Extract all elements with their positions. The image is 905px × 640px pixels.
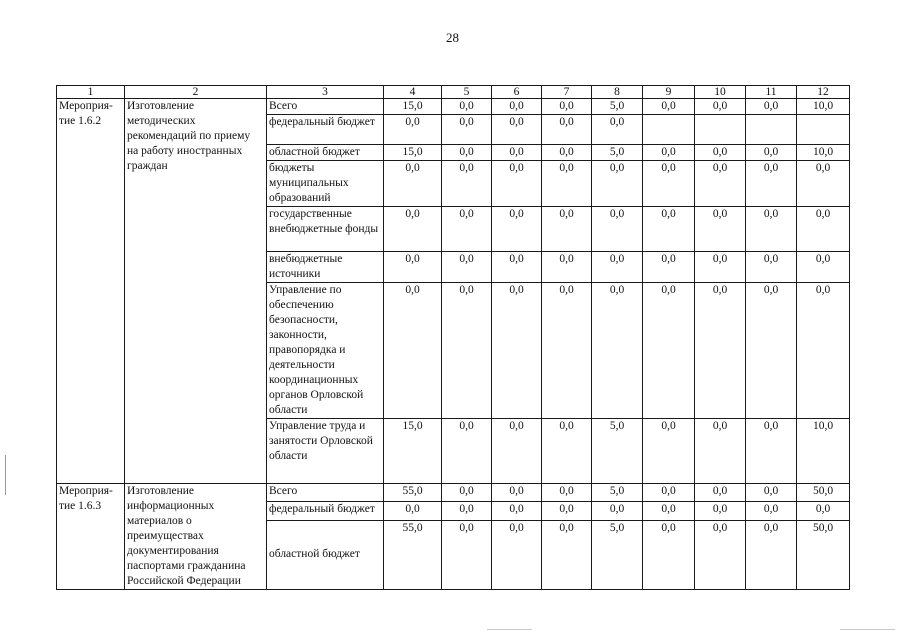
amount-cell: 0,0 <box>797 252 850 283</box>
amount-cell: 0,0 <box>643 520 695 589</box>
amount-cell: 0,0 <box>643 99 695 115</box>
funding-source-cell: бюджеты муниципальных образований <box>267 161 384 207</box>
amount-cell: 0,0 <box>643 502 695 520</box>
amount-cell: 0,0 <box>542 207 592 252</box>
column-header: 8 <box>592 86 643 99</box>
amount-cell: 0,0 <box>384 283 442 419</box>
amount-cell: 0,0 <box>797 161 850 207</box>
amount-cell: 0,0 <box>746 502 797 520</box>
column-header: 4 <box>384 86 442 99</box>
column-header: 1 <box>57 86 125 99</box>
amount-cell: 50,0 <box>797 484 850 502</box>
amount-cell: 0,0 <box>442 161 492 207</box>
funding-source-cell: федеральный бюджет <box>267 115 384 145</box>
funding-source-cell: областной бюджет <box>267 520 384 589</box>
amount-cell <box>695 115 746 145</box>
amount-cell: 0,0 <box>442 520 492 589</box>
amount-cell: 0,0 <box>746 99 797 115</box>
amount-cell: 10,0 <box>797 99 850 115</box>
event-code-cell: Мероприя-тие 1.6.2 <box>57 99 125 484</box>
amount-cell: 0,0 <box>695 161 746 207</box>
column-header: 5 <box>442 86 492 99</box>
amount-cell: 5,0 <box>592 419 643 484</box>
amount-cell: 0,0 <box>592 161 643 207</box>
amount-cell: 0,0 <box>695 145 746 161</box>
amount-cell: 0,0 <box>695 283 746 419</box>
amount-cell: 0,0 <box>592 283 643 419</box>
amount-cell: 0,0 <box>542 99 592 115</box>
amount-cell: 0,0 <box>592 207 643 252</box>
amount-cell: 55,0 <box>384 520 442 589</box>
amount-cell: 0,0 <box>797 502 850 520</box>
amount-cell: 0,0 <box>746 252 797 283</box>
amount-cell: 0,0 <box>643 252 695 283</box>
amount-cell: 0,0 <box>695 502 746 520</box>
amount-cell <box>746 115 797 145</box>
event-name-cell: Изготовление информационных материалов о преимуществах документирования паспортами гражданина Российской Федерации <box>125 484 267 590</box>
page-number: 28 <box>446 30 459 45</box>
amount-cell <box>797 115 850 145</box>
amount-cell: 5,0 <box>592 99 643 115</box>
amount-cell: 0,0 <box>643 207 695 252</box>
amount-cell: 0,0 <box>542 161 592 207</box>
amount-cell: 0,0 <box>695 207 746 252</box>
amount-cell: 0,0 <box>542 115 592 145</box>
amount-cell: 0,0 <box>695 484 746 502</box>
column-header: 12 <box>797 86 850 99</box>
amount-cell: 0,0 <box>746 419 797 484</box>
amount-cell: 5,0 <box>592 145 643 161</box>
amount-cell: 0,0 <box>746 161 797 207</box>
amount-cell: 0,0 <box>797 283 850 419</box>
amount-cell: 0,0 <box>492 252 542 283</box>
amount-cell: 0,0 <box>442 502 492 520</box>
funding-source-cell: Управление по обеспечению безопасности, законности, правопорядка и деятельности координационных органов Орловской области <box>267 283 384 419</box>
column-header: 9 <box>643 86 695 99</box>
amount-cell: 0,0 <box>384 115 442 145</box>
amount-cell: 0,0 <box>542 145 592 161</box>
amount-cell: 0,0 <box>492 419 542 484</box>
amount-cell: 0,0 <box>643 161 695 207</box>
amount-cell: 0,0 <box>592 115 643 145</box>
amount-cell: 15,0 <box>384 99 442 115</box>
funding-source-cell: областной бюджет <box>267 145 384 161</box>
amount-cell: 0,0 <box>695 419 746 484</box>
amount-cell: 0,0 <box>695 99 746 115</box>
amount-cell: 0,0 <box>442 99 492 115</box>
column-header: 10 <box>695 86 746 99</box>
amount-cell: 0,0 <box>492 283 542 419</box>
table-row <box>57 99 850 115</box>
amount-cell: 0,0 <box>542 520 592 589</box>
amount-cell: 0,0 <box>442 484 492 502</box>
amount-cell: 0,0 <box>542 502 592 520</box>
amount-cell: 0,0 <box>442 145 492 161</box>
amount-cell: 0,0 <box>384 502 442 520</box>
funding-source-cell: государственные внебюджетные фонды <box>267 207 384 252</box>
column-header: 11 <box>746 86 797 99</box>
column-header: 3 <box>267 86 384 99</box>
amount-cell: 0,0 <box>492 99 542 115</box>
amount-cell: 5,0 <box>592 520 643 589</box>
amount-cell: 0,0 <box>492 502 542 520</box>
amount-cell: 55,0 <box>384 484 442 502</box>
amount-cell: 0,0 <box>695 252 746 283</box>
amount-cell: 0,0 <box>746 283 797 419</box>
amount-cell: 0,0 <box>442 115 492 145</box>
scan-mark <box>5 455 6 495</box>
amount-cell <box>643 115 695 145</box>
amount-cell: 0,0 <box>384 207 442 252</box>
funding-source-cell: внебюджетные источники <box>267 252 384 283</box>
amount-cell: 0,0 <box>442 419 492 484</box>
amount-cell: 0,0 <box>542 283 592 419</box>
amount-cell: 0,0 <box>492 207 542 252</box>
amount-cell: 50,0 <box>797 520 850 589</box>
header-row <box>57 86 850 99</box>
amount-cell: 10,0 <box>797 145 850 161</box>
budget-table <box>56 85 850 590</box>
amount-cell: 0,0 <box>492 115 542 145</box>
funding-source-cell: Всего <box>267 99 384 115</box>
amount-cell: 0,0 <box>492 145 542 161</box>
amount-cell: 0,0 <box>643 283 695 419</box>
amount-cell: 0,0 <box>442 283 492 419</box>
funding-source-cell: Управление труда и занятости Орловской области <box>267 419 384 484</box>
column-header: 7 <box>542 86 592 99</box>
amount-cell: 0,0 <box>442 252 492 283</box>
amount-cell: 0,0 <box>442 207 492 252</box>
amount-cell: 0,0 <box>592 252 643 283</box>
amount-cell: 0,0 <box>542 252 592 283</box>
table-row <box>57 484 850 502</box>
amount-cell: 0,0 <box>384 161 442 207</box>
column-header: 6 <box>492 86 542 99</box>
event-name-cell: Изготовление методических рекомендаций по приему на работу иностранных граждан <box>125 99 267 484</box>
amount-cell: 0,0 <box>746 484 797 502</box>
amount-cell: 0,0 <box>695 520 746 589</box>
amount-cell: 0,0 <box>643 145 695 161</box>
funding-source-cell: федеральный бюджет <box>267 502 384 520</box>
amount-cell: 0,0 <box>797 207 850 252</box>
scan-mark <box>840 629 895 630</box>
column-header: 2 <box>125 86 267 99</box>
amount-cell: 0,0 <box>643 419 695 484</box>
amount-cell: 0,0 <box>542 419 592 484</box>
amount-cell: 0,0 <box>492 520 542 589</box>
amount-cell: 0,0 <box>492 484 542 502</box>
amount-cell: 0,0 <box>746 145 797 161</box>
amount-cell: 10,0 <box>797 419 850 484</box>
amount-cell: 15,0 <box>384 419 442 484</box>
amount-cell: 0,0 <box>384 252 442 283</box>
amount-cell: 0,0 <box>492 161 542 207</box>
funding-source-cell: Всего <box>267 484 384 502</box>
amount-cell: 0,0 <box>542 484 592 502</box>
amount-cell: 0,0 <box>746 520 797 589</box>
event-code-cell: Мероприя-тие 1.6.3 <box>57 484 125 590</box>
amount-cell: 15,0 <box>384 145 442 161</box>
scan-mark <box>487 629 532 630</box>
amount-cell: 5,0 <box>592 484 643 502</box>
amount-cell: 0,0 <box>746 207 797 252</box>
amount-cell: 0,0 <box>592 502 643 520</box>
amount-cell: 0,0 <box>643 484 695 502</box>
